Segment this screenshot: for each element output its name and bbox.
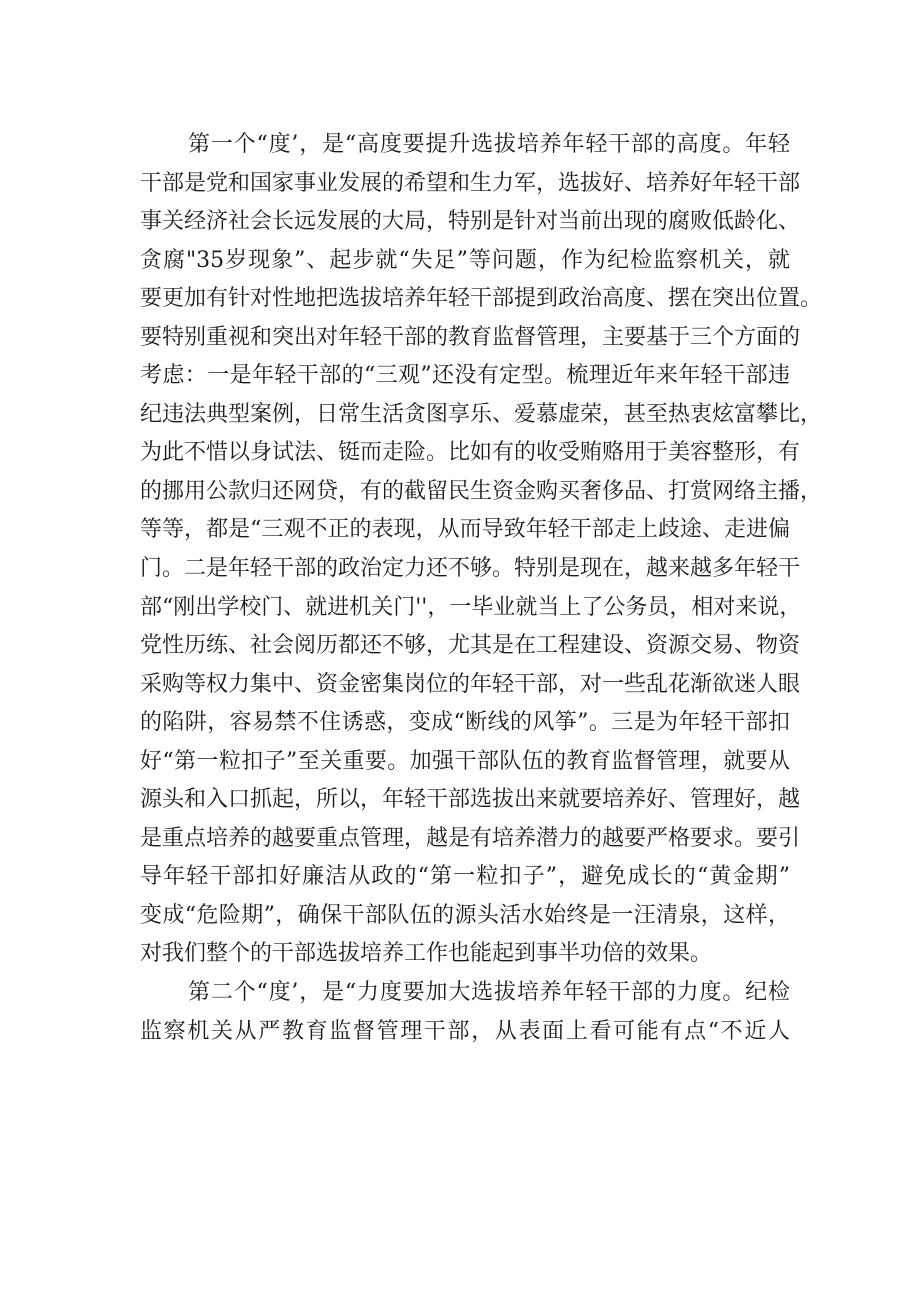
text-line: 是重点培养的越要重点管理，越是有培养潜力的越要严格要求。要引 [140,825,801,851]
text-line: 监察机关从严教育监督管理干部，从表面上看可能有点“不近人 [140,1018,790,1044]
text-line: 采购等权力集中、资金密集岗位的年轻干部，对一些乱花渐欲迷人眼 [140,671,801,697]
text-line: 事关经济社会长远发展的大局，特别是针对当前出现的腐败低龄化、 [140,209,801,235]
text-line: 好“第一粒扣子”至关重要。加强干部队伍的教育监督管理，就要从 [140,748,790,774]
text-line: 党性历练、社会阅历都还不够，尤其是在工程建设、资源交易、物资 [140,633,801,659]
text-line: 导年轻干部扣好廉洁从政的“第一粒扣子”，避免成长的“黄金期” [140,864,790,890]
text-line: 变成“危险期”，确保干部队伍的源头活水始终是一汪清泉，这样， [140,902,790,928]
text-line: 要更加有针对性地把选拔培养年轻干部提到政治高度、摆在突出位置。 [140,286,823,312]
document-body [140,126,823,1051]
text-line: 为此不惜以身试法、铤而走险。比如有的收受贿赂用于美容整形，有 [140,440,801,466]
paragraph-1 [140,126,823,974]
text-line: 纪违法典型案例，日常生活贪图享乐、爱慕虚荣，甚至热衷炫富攀比， [140,401,823,427]
text-line: 的挪用公款归还网贷，有的截留民生资金购买奢侈品、打赏网络主播， [140,478,823,504]
text-line: 要特别重视和突出对年轻干部的教育监督管理，主要基于三个方面的 [140,324,801,350]
text-line: 贪腐"35岁现象”、起步就“失足”等问题，作为纪检监察机关，就 [140,247,790,273]
text-line: 源头和入口抓起，所以，年轻干部选拔出来就要培养好、管理好，越 [140,787,801,813]
text-line: 考虑：一是年轻干部的“三观”还没有定型。梳理近年来年轻干部违 [140,363,790,389]
text-line: 干部是党和国家事业发展的希望和生力军，选拔好、培养好年轻干部 [140,170,801,196]
text-line: 的陷阱，容易禁不住诱惑，变成“断线的风筝”。三是为年轻干部扣 [140,710,790,736]
text-line: 部“刚出学校门、就进机关门''，一毕业就当上了公务员，相对来说， [140,594,802,620]
text-line: 门。二是年轻干部的政治定力还不够。特别是现在，越来越多年轻干 [140,556,801,582]
text-line: 等等，都是“三观不正的表现，从而导致年轻干部走上歧途、走进偏 [140,517,790,543]
text-line: 对我们整个的干部选拔培养工作也能起到事半功倍的效果。 [140,941,713,967]
paragraph-2 [140,974,790,1051]
text-line: 第一个“度’，是“高度要提升选拔培养年轻干部的高度。年轻 [188,132,790,157]
text-line: 第二个“度’，是“力度要加大选拔培养年轻干部的力度。纪检 [188,980,790,1006]
